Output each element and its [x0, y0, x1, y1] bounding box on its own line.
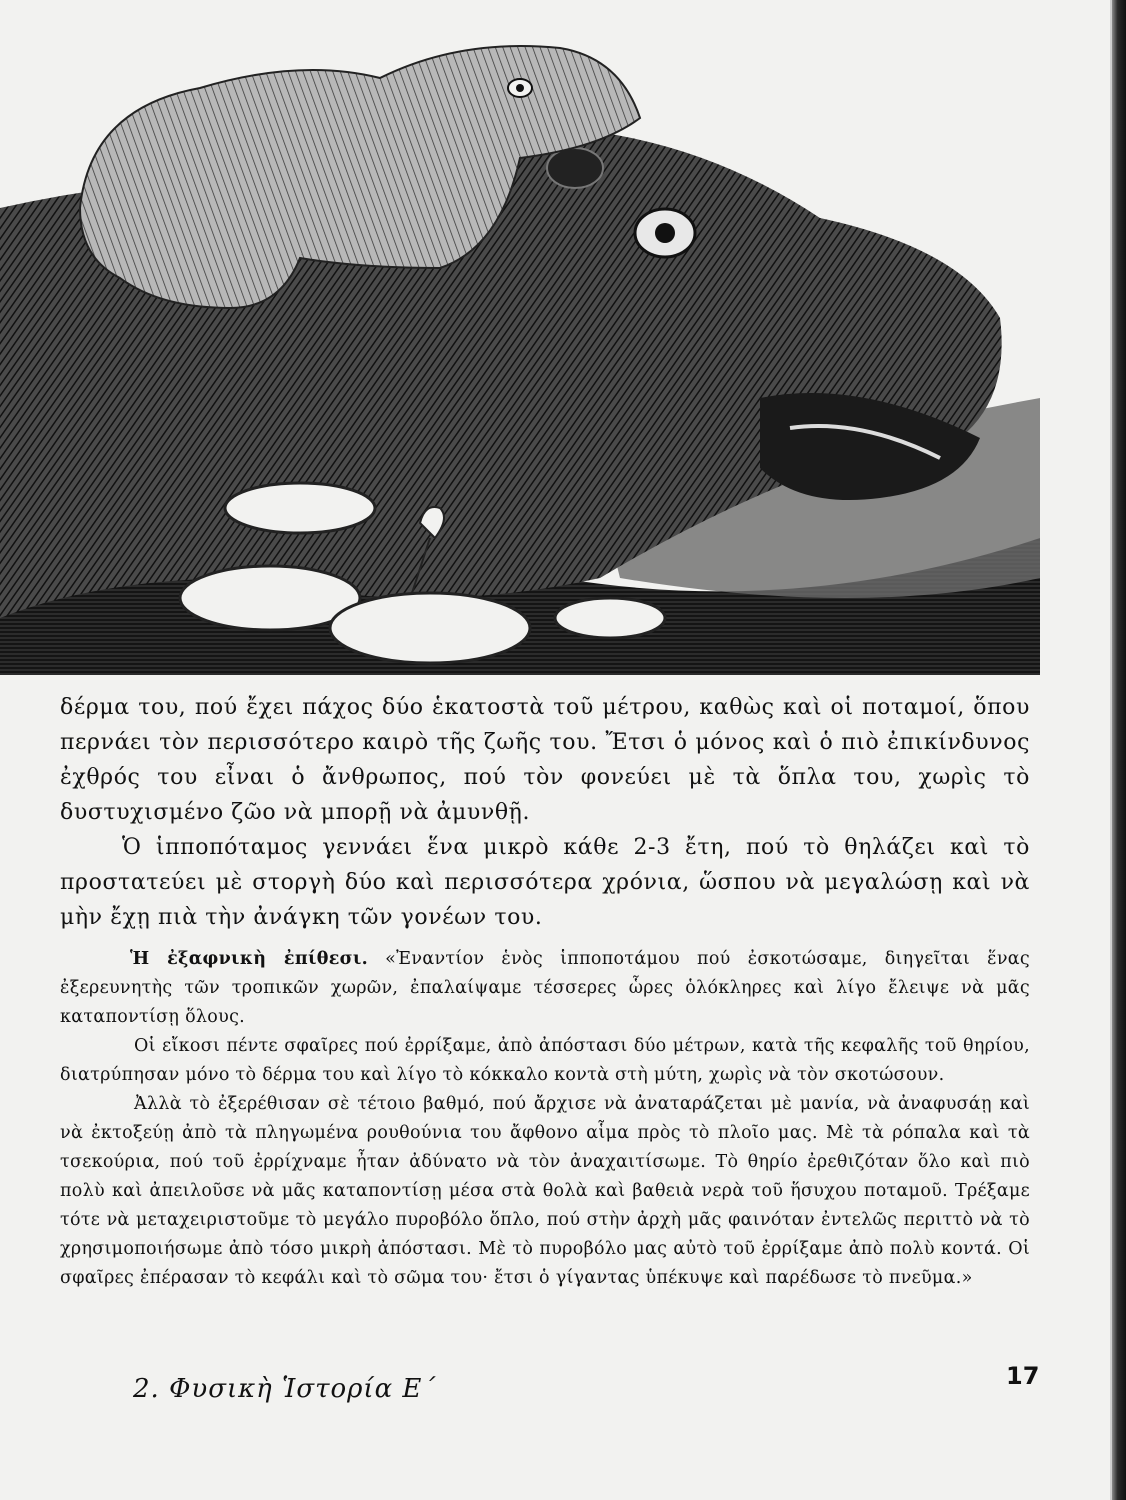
section-sudden-attack [60, 945, 1030, 1293]
paragraph-skin: δέρμα του, πού ἔχει πάχος δύο ἑκατοστὰ τοῦ μέτρου, καθὼς καὶ οἱ ποταμοί, ὅπου περνάει τὸν περισσότερο καιρὸ τῆς ζωῆς του. Ἔτσι ὁ μόνος καὶ ὁ πιὸ ἐπικίνδυνος ἐχθρός του εἶναι ὁ ἄνθρωπος, πού τὸν φονεύει μὲ τὰ ὅπλα του, χωρὶς τὸ δυστυχισμένο ζῶο νὰ μπορῇ νὰ ἀμυνθῇ. [60, 695, 1030, 825]
section-intro: «Ἐναντίον ἑνὸς ἱπποποτάμου πού ἐσκοτώσαμε, διηγεῖται ἕνας ἐξερευνητὴς τῶν τροπικῶν χωρῶν, ἐπαλαίψαμε τέσσερες ὧρες ὁλόκληρες καὶ λίγο ἔλειψε νὰ μᾶς καταποντίσῃ ὅλους. [60, 949, 1030, 1027]
page-edge [1112, 0, 1126, 1500]
page-number: 17 [1006, 1362, 1040, 1390]
hippopotamus-illustration [0, 18, 1040, 675]
paragraph-struggle: Ἀλλὰ τὸ ἐξερέθισαν σὲ τέτοιο βαθμό, πού ἄρχισε νὰ ἀναταράζεται μὲ μανία, νὰ ἀναφυσάῃ καὶ νὰ ἐκτοξεύῃ ἀπὸ τὰ πληγωμένα ρουθούνια του ἄφθονο αἷμα πρὸς τὸ πλοῖο μας. Μὲ τὰ ρόπαλα καὶ τὰ τσεκούρια, πού τοῦ ἐρρίχναμε ἦταν ἀδύνατο νὰ τὸν ἀναχαιτίσωμε. Τὸ θηρίο ἐρεθιζόταν ὅλο καὶ πιὸ πολὺ καὶ ἀπειλοῦσε νὰ μᾶς καταποντίσῃ μέσα στὰ θολὰ καὶ βαθειὰ νερὰ τοῦ ἥσυχου ποταμοῦ. Τρέξαμε τότε νὰ μεταχειριστοῦμε τὸ μεγάλο πυροβόλο ὅπλο, πού στὴν ἀρχὴ μᾶς φαινόταν ἐντελῶς περιττὸ νὰ τὸ χρησιμοποιήσωμε ἀπὸ τόσο μικρὴ ἀπόστασι. Μὲ τὸ πυροβόλο μας αὐτὸ τοῦ ἐρρίξαμε ἀπὸ πολὺ κοντά. Οἱ σφαῖρες ἐπέρασαν τὸ κεφάλι καὶ τὸ σῶμα του· ἔτσι ὁ γίγαντας ὑπέκυψε καὶ παρέδωσε τὸ πνεῦμα.» [60, 1094, 1030, 1288]
paragraph-bullets: Οἱ εἴκοσι πέντε σφαῖρες πού ἐρρίξαμε, ἀπὸ ἀπόστασι δύο μέτρων, κατὰ τῆς κεφαλῆς τοῦ θηρίου, διατρύπησαν μόνο τὸ δέρμα του καὶ λίγο τὸ κόκκαλο κοντὰ στὴ μύτη, χωρὶς νὰ τὸν σκοτώσουν. [60, 1036, 1030, 1085]
book-title: 2. Φυσικὴ Ἱστορία Ε΄ [133, 1374, 437, 1404]
article-body [60, 690, 1030, 1293]
paragraph-offspring: Ὁ ἱπποπόταμος γεννάει ἕνα μικρὸ κάθε 2-3 ἔτη, πού τὸ θηλάζει καὶ τὸ προστατεύει μὲ στοργὴ δύο καὶ περισσότερα χρόνια, ὥσπου νὰ μεγαλώσῃ καὶ νὰ μὴν ἔχῃ πιὰ τὴν ἀνάγκη τῶν γονέων του. [60, 835, 1030, 930]
section-intro-paragraph [60, 945, 1030, 1032]
section-title: Ἡ ἐξαφνικὴ ἐπίθεσι. [130, 949, 369, 969]
